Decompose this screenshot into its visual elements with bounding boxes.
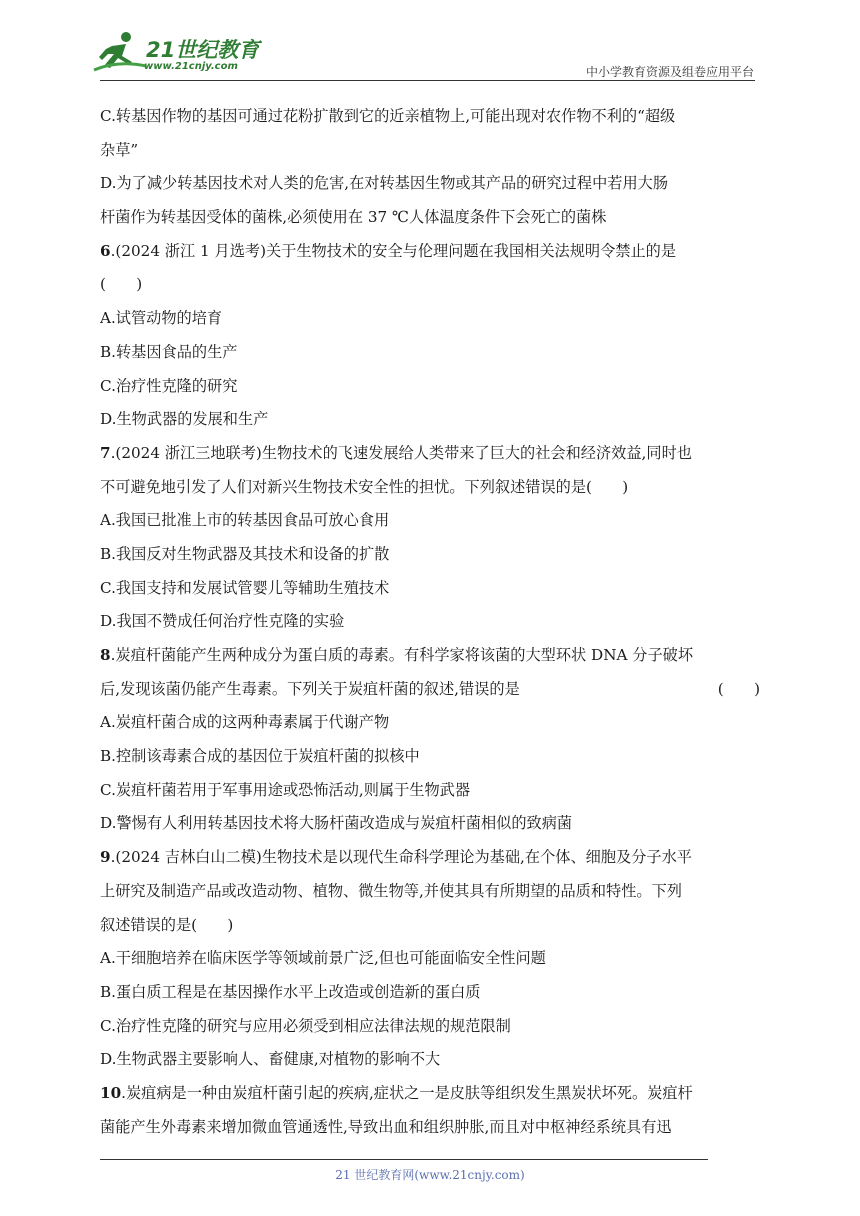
q9-stem-line1: 9.(2024 吉林白山二模)生物技术是以现代生命科学理论为基础,在个体、细胞及分子水平 (100, 848, 692, 867)
q6-option-b: B.转基因食品的生产 (100, 342, 238, 361)
q10-number: 10 (100, 1083, 122, 1102)
question-content (100, 100, 760, 1144)
q9-stem-line3: 叙述错误的是( ) (100, 915, 234, 934)
q7-option-d: D.我国不赞成任何治疗性克隆的实验 (100, 612, 345, 631)
q5-option-d-line1: D.为了减少转基因技术对人类的危害,在对转基因生物或其产品的研究过程中若用大肠 (100, 174, 669, 193)
q7-stem-line1: 7.(2024 浙江三地联考)生物技术的飞速发展给人类带来了巨大的社会和经济效益,同时也 (100, 443, 692, 462)
q8-stem-line2: 后,发现该菌仍能产生毒素。下列关于炭疽杆菌的叙述,错误的是 ( ) (100, 673, 760, 707)
q9-option-c: C.治疗性克隆的研究与应用必须受到相应法律法规的规范限制 (100, 1016, 511, 1035)
q5-option-c-line1: C.转基因作物的基因可通过花粉扩散到它的近亲植物上,可能出现对农作物不利的“超级 (100, 107, 676, 125)
logo-wordmark: 21世纪教育 (146, 38, 260, 62)
q6-stem-line1: 6.(2024 浙江 1 月选考)关于生物技术的安全与伦理问题在我国相关法规明令禁止的是 (100, 241, 677, 260)
q9-stem-line2: 上研究及制造产品或改造动物、植物、微生物等,并使其具有所期望的品质和特性。下列 (100, 881, 682, 900)
q9-option-a: A.干细胞培养在临床医学等领域前景广泛,但也可能面临安全性问题 (100, 949, 546, 968)
q8-number: 8 (100, 646, 111, 664)
q9-option-b: B.蛋白质工程是在基因操作水平上改造或创造新的蛋白质 (100, 982, 481, 1001)
q7-stem-line2: 不可避免地引发了人们对新兴生物技术安全性的担忧。下列叙述错误的是( ) (100, 477, 629, 496)
q8-option-c: C.炭疽杆菌若用于军事用途或恐怖活动,则属于生物武器 (100, 780, 471, 799)
q8-stem-line1: 8.炭疽杆菌能产生两种成分为蛋白质的毒素。有科学家将该菌的大型环状 DNA 分子破坏 (100, 646, 694, 664)
q5-option-d-line2: 杆菌作为转基因受体的菌株,必须使用在 37 ℃人体温度条件下会死亡的菌株 (100, 208, 607, 227)
q8-answer-blank: ( ) (717, 679, 760, 698)
platform-tagline: 中小学教育资源及组卷应用平台 (585, 65, 754, 79)
header-divider (100, 80, 755, 81)
q7-option-b: B.我国反对生物武器及其技术和设备的扩散 (100, 544, 390, 563)
q9-option-d: D.生物武器主要影响人、畜健康,对植物的影响不大 (100, 1050, 441, 1069)
q6-option-a: A.试管动物的培育 (100, 309, 223, 328)
site-logo[interactable] (92, 30, 262, 78)
q10-stem-line2: 菌能产生外毒素来增加微血管通透性,导致出血和组织肿胀,而且对中枢神经系统具有迅 (100, 1117, 672, 1136)
logo-url: www.21cnjy.com (144, 61, 238, 72)
footer-divider (100, 1159, 708, 1160)
q6-number: 6 (100, 241, 111, 260)
q6-answer-blank: ( ) (100, 275, 143, 294)
q6-option-d: D.生物武器的发展和生产 (100, 410, 269, 429)
q7-number: 7 (100, 443, 111, 462)
page-header (0, 0, 860, 86)
q8-option-b: B.控制该毒素合成的基因位于炭疽杆菌的拟核中 (100, 747, 420, 766)
q7-option-a: A.我国已批准上市的转基因食品可放心食用 (100, 511, 390, 530)
q8-option-d: D.警惕有人利用转基因技术将大肠杆菌改造成与炭疽杆菌相似的致病菌 (100, 814, 573, 833)
q7-option-c: C.我国支持和发展试管婴儿等辅助生殖技术 (100, 578, 390, 597)
q9-number: 9 (100, 848, 111, 867)
q8-option-a: A.炭疽杆菌合成的这两种毒素属于代谢产物 (100, 713, 390, 732)
q6-option-c: C.治疗性克隆的研究 (100, 376, 238, 395)
q5-option-c-line2: 杂草” (100, 140, 139, 159)
footer-link[interactable]: 21 世纪教育网(www.21cnjy.com) (335, 1168, 525, 1182)
q10-stem-line1: 10.炭疽病是一种由炭疽杆菌引起的疾病,症状之一是皮肤等组织发生黑炭状坏死。炭疽杆 (100, 1083, 693, 1102)
runner-logo-icon (92, 30, 148, 76)
